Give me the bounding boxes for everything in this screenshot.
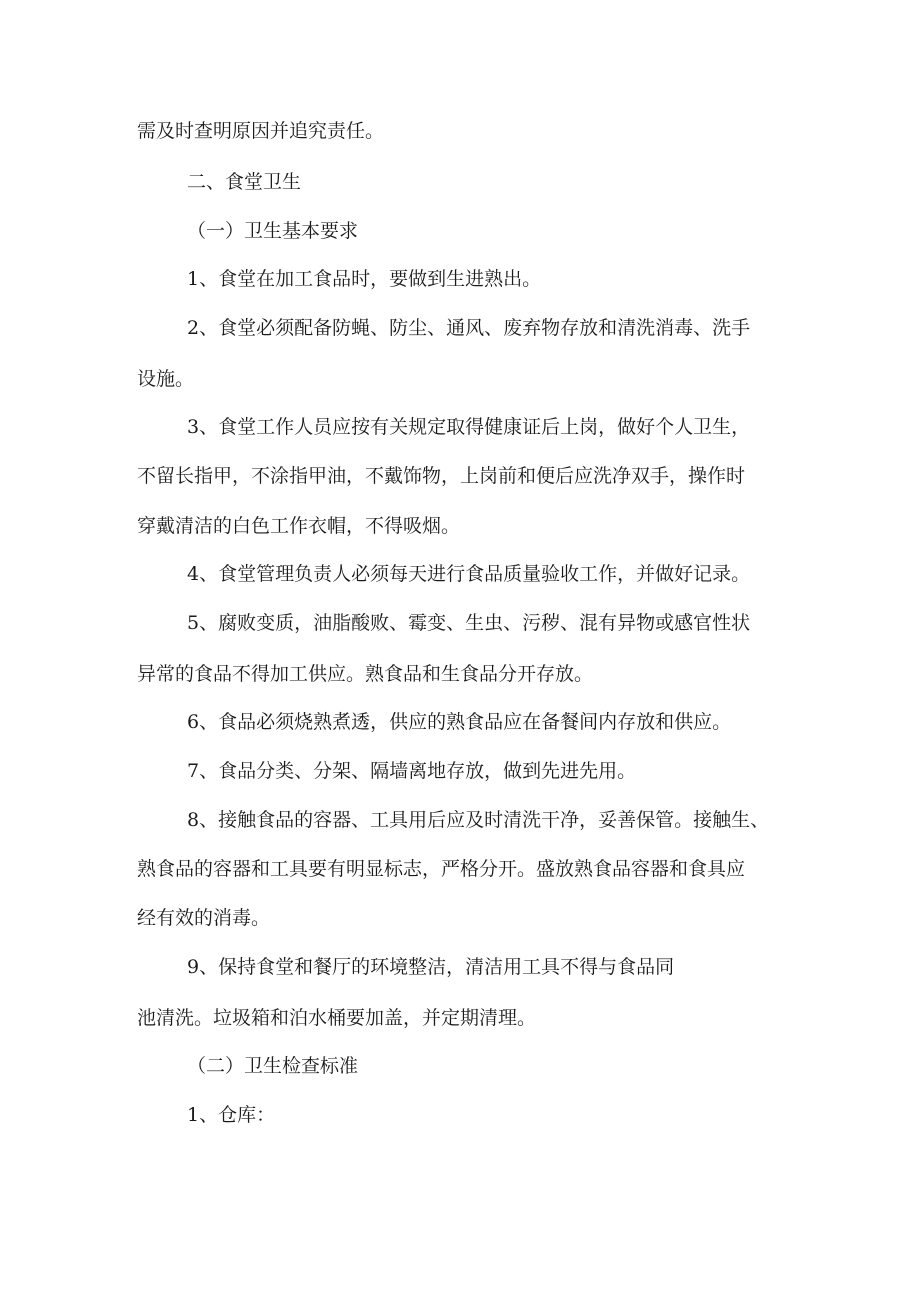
text-line: 不留长指甲，不涂指甲油，不戴饰物，上岗前和便后应洗净双手，操作时 (137, 465, 746, 487)
text-line: 异常的食品不得加工供应。熟食品和生食品分开存放。 (137, 663, 594, 685)
text-line: 经有效的消毒。 (137, 907, 271, 929)
text-line: 池清洗。垃圾箱和泊水桶要加盖，并定期清理。 (137, 1007, 537, 1029)
text-line: 穿戴清洁的白色工作衣帽，不得吸烟。 (137, 515, 461, 537)
text-line: 6、食品必须烧熟煮透，供应的熟食品应在备餐间内存放和供应。 (187, 711, 732, 733)
text-line: 1、食堂在加工食品时，要做到生进熟出。 (187, 268, 542, 290)
text-line: 4、食堂管理负责人必须每天进行食品质量验收工作，并做好记录。 (187, 563, 751, 585)
text-line: 设施。 (137, 368, 195, 390)
subsection-heading: （二）卫生检查标准 (187, 1055, 359, 1077)
text-line: 9、保持食堂和餐厅的环境整洁，清洁用工具不得与食品同 (187, 956, 675, 978)
text-line: 需及时查明原因并追究责任。 (137, 120, 385, 142)
text-line: 7、食品分类、分架、隔墙离地存放，做到先进先用。 (187, 760, 637, 782)
text-line: 5、腐败变质，油脂酸败、霉变、生虫、污秽、混有异物或感官性状 (187, 612, 751, 634)
text-line: 熟食品的容器和工具要有明显标志，严格分开。盛放熟食品容器和食具应 (137, 858, 746, 880)
subsection-heading: （一）卫生基本要求 (187, 220, 359, 242)
text-line: 8、接触食品的容器、工具用后应及时清洗干净，妥善保管。接触生、 (187, 809, 770, 831)
text-line: 2、食堂必须配备防蝇、防尘、通风、废弃物存放和清洗消毒、洗手 (187, 317, 751, 339)
text-line: 1、仓库： (187, 1104, 276, 1126)
text-line: 3、食堂工作人员应按有关规定取得健康证后上岗，做好个人卫生， (187, 416, 751, 438)
section-heading: 二、食堂卫生 (187, 171, 302, 193)
